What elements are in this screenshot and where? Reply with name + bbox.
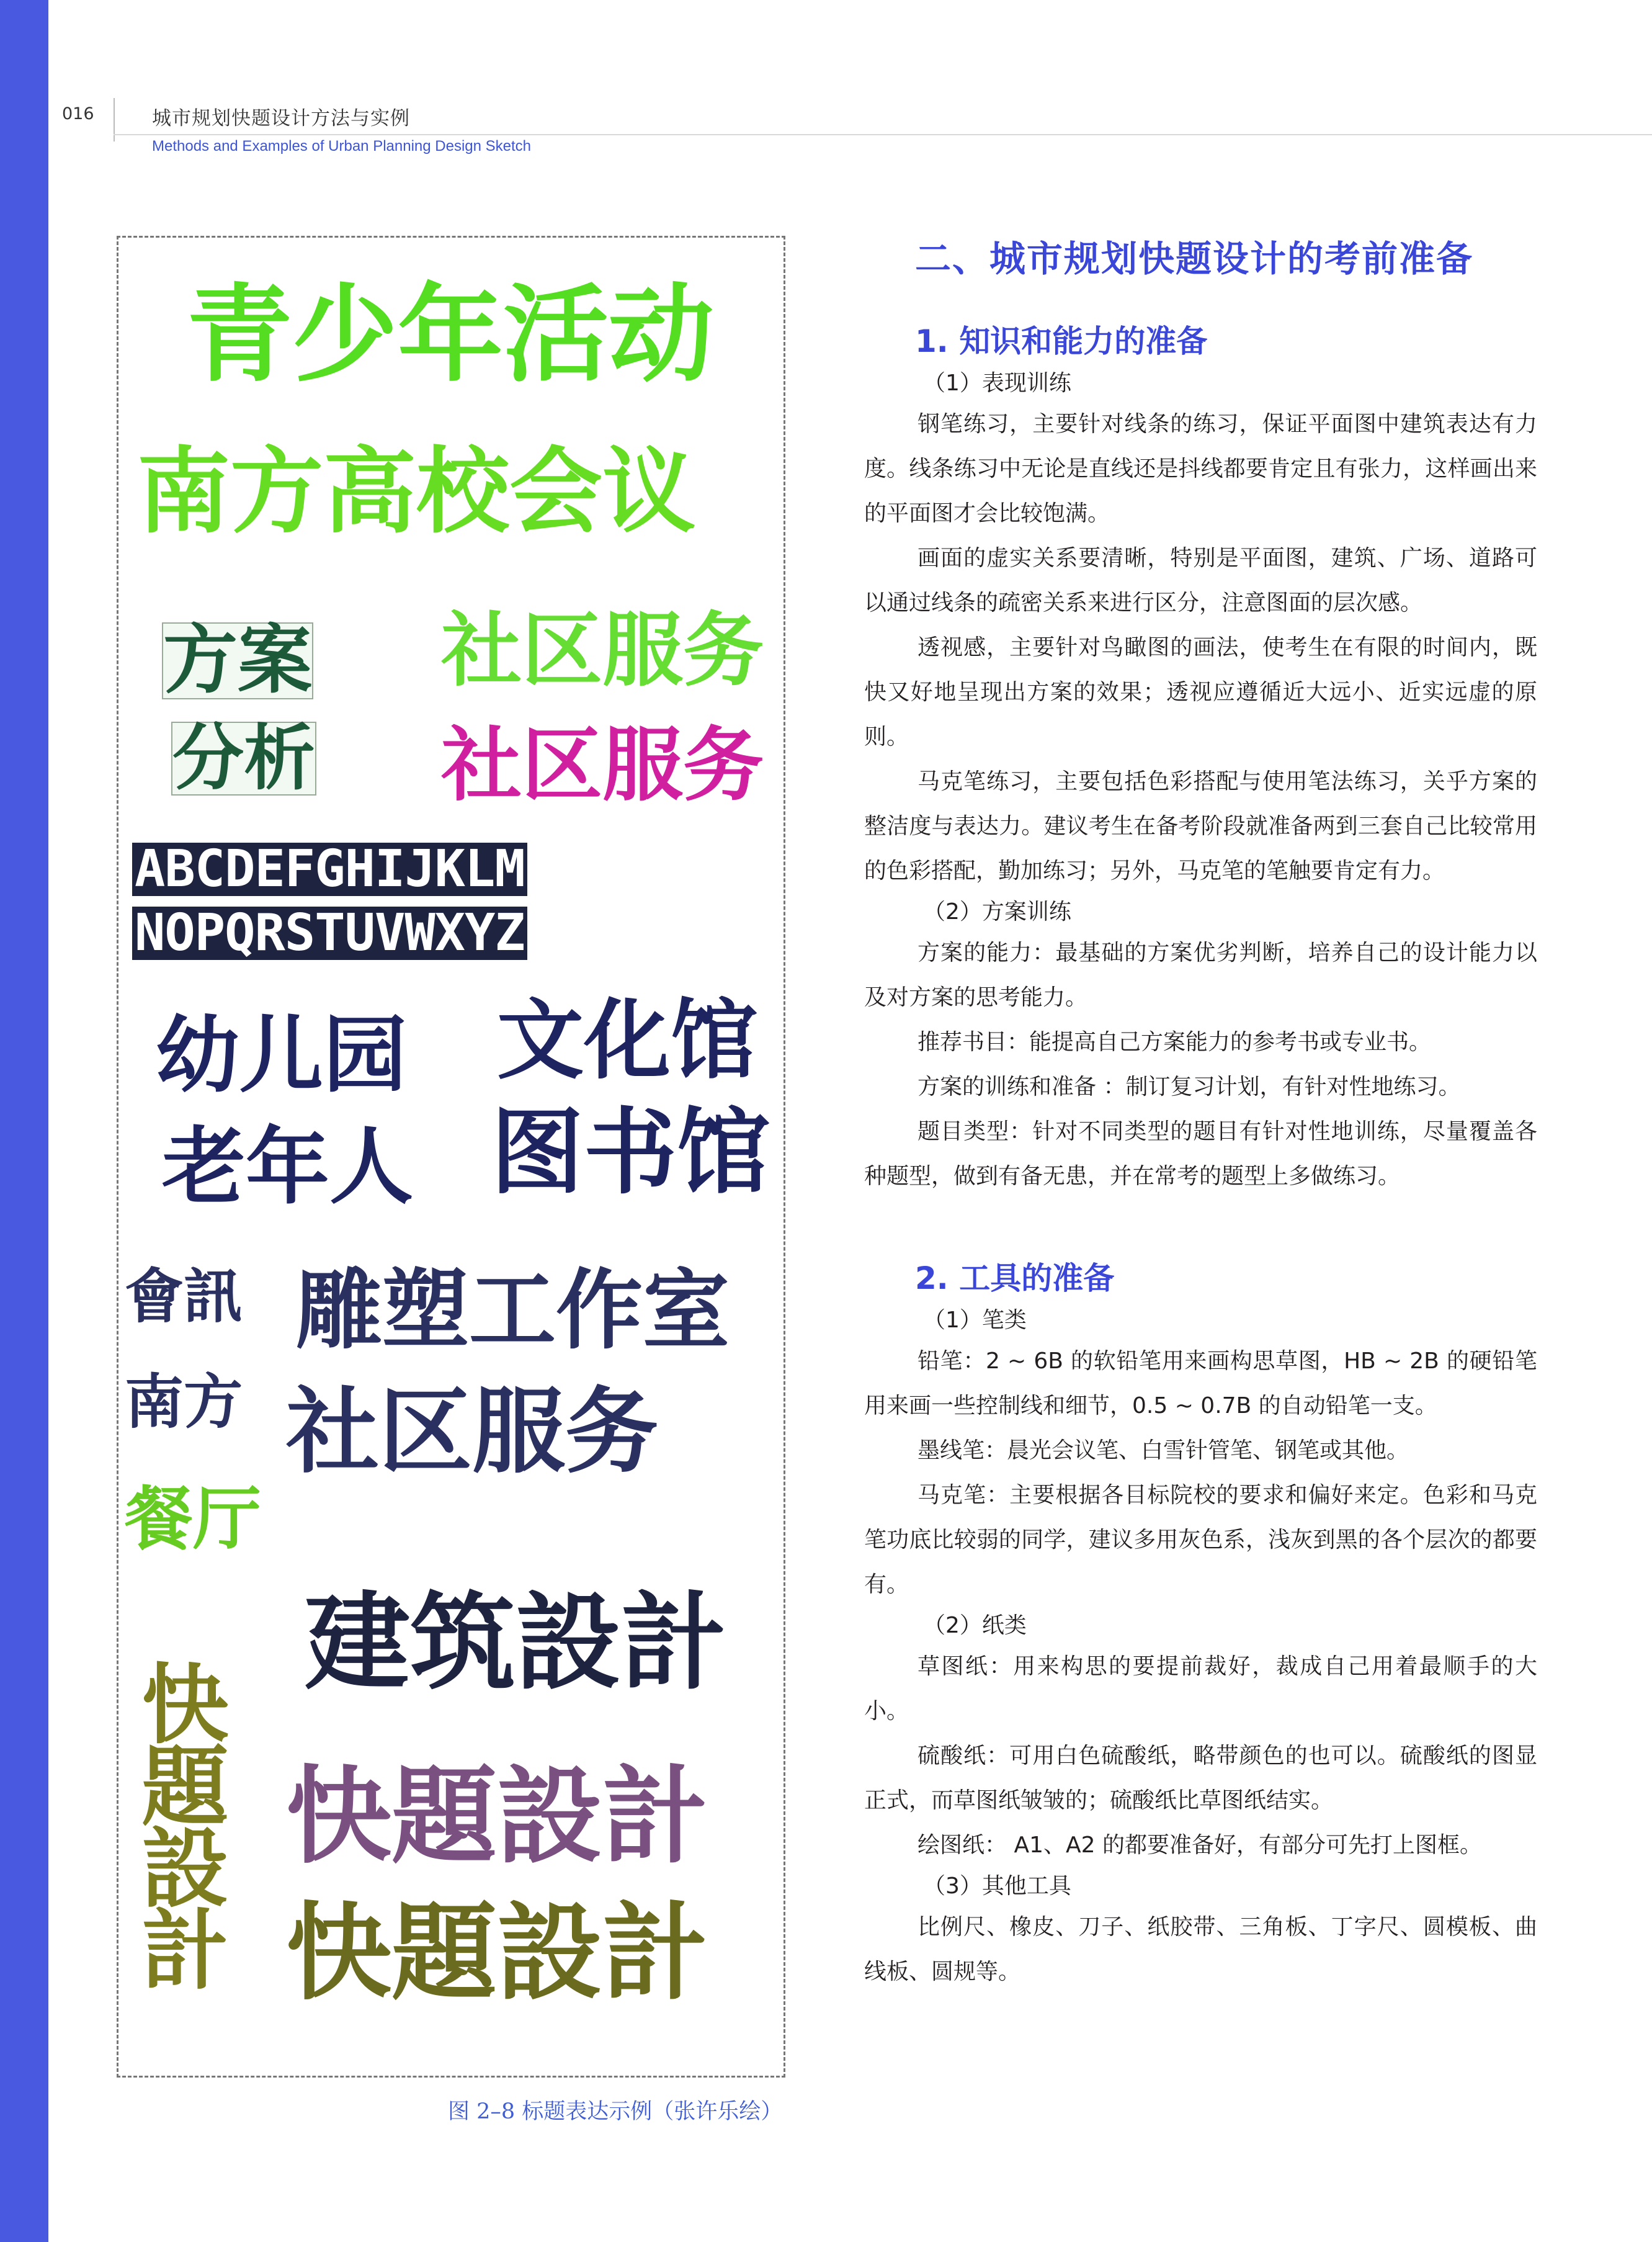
lettering-sample: 社区服务	[441, 603, 764, 697]
body-paragraph: 推荐书目：能提高自己方案能力的参考书或专业书。	[918, 1029, 1432, 1055]
lettering-sample: 方案	[163, 617, 312, 704]
figure-caption: 图 2–8 标题表达示例（张许乐绘）	[448, 2099, 783, 2124]
body-paragraph: 题目类型：针对不同类型的题目有针对性地训练，尽量覆盖各种题型，做到有备无患，并在常考的题型上多做练习。	[864, 1119, 1537, 1189]
lettering-sample: 雕塑工作室	[295, 1260, 730, 1361]
lettering-sample: 文化馆	[497, 990, 758, 1092]
lettering-sample: 青少年活动	[187, 274, 715, 397]
item-heading: （2）方案训练	[923, 899, 1071, 925]
lettering-sample: 南方	[125, 1368, 243, 1437]
body-paragraph: 钢笔练习，主要针对线条的练习，保证平面图中建筑表达有力度。线条练习中无论是直线还是抖线都要肯定且有张力，这样画出来的平面图才会比较饱满。	[864, 411, 1537, 526]
lettering-sample: 老年人	[162, 1118, 413, 1216]
page-number: 016	[62, 104, 94, 123]
body-paragraph: 绘图纸： A1、A2 的都要准备好，有部分可先打上图框。	[918, 1832, 1482, 1858]
alphabet-row: ABCDEFGHIJKLM	[132, 843, 527, 896]
section-title: 二、城市规划快题设计的考前准备	[915, 238, 1474, 280]
lettering-sample: 建筑設計	[305, 1582, 727, 1705]
body-paragraph: 透视感，主要针对鸟瞰图的画法，使考生在有限的时间内，既快又好地呈现出方案的效果；透视应遵循近大远小、近实远虚的原则。	[864, 635, 1537, 750]
header-rule	[114, 134, 1652, 135]
lettering-sample: 幼儿园	[156, 1007, 407, 1104]
subsection-title: 2. 工具的准备	[915, 1260, 1115, 1296]
item-heading: （1）表现训练	[923, 370, 1071, 396]
body-paragraph: 硫酸纸：可用白色硫酸纸，略带颜色的也可以。硫酸纸的图显正式，而草图纸皱皱的；硫酸纸比草图纸结实。	[864, 1743, 1537, 1813]
body-paragraph: 马克笔练习，主要包括色彩搭配与使用笔法练习，关乎方案的整洁度与表达力。建议考生在备考阶段就准备两到三套自己比较常用的色彩搭配，勤加练习；另外，马克笔的笔触要肯定有力。	[864, 769, 1537, 884]
running-head-cn: 城市规划快题设计方法与实例	[152, 107, 410, 130]
item-heading: （3）其他工具	[923, 1873, 1071, 1899]
alphabet-row: NOPQRSTUVWXYZ	[132, 907, 527, 960]
item-heading: （1）笔类	[923, 1307, 1027, 1333]
lettering-sample: 餐厅	[125, 1479, 261, 1559]
lettering-sample: 快題設計	[286, 1755, 708, 1878]
main-text-column	[864, 231, 1537, 1994]
subsection-title: 1. 知识和能力的准备	[915, 323, 1208, 359]
running-head-en: Methods and Examples of Urban Planning Design Sketch	[152, 138, 532, 155]
body-paragraph: 方案的训练和准备 ：制订复习计划，有针对性地练习。	[918, 1074, 1461, 1100]
body-paragraph: 墨线笔：晨光会议笔、白雪针管笔、钢笔或其他。	[918, 1438, 1409, 1463]
side-color-bar	[0, 0, 48, 2242]
body-paragraph: 方案的能力：最基础的方案优劣判断，培养自己的设计能力以及对方案的思考能力。	[864, 940, 1537, 1010]
lettering-sample: 分析	[172, 717, 316, 800]
body-paragraph: 铅笔：2 ~ 6B 的软铅笔用来画构思草图，HB ~ 2B 的硬铅笔用来画一些控制线和细节，0.5 ~ 0.7B 的自动铅笔一支。	[864, 1348, 1537, 1419]
body-paragraph: 画面的虚实关系要清晰，特别是平面图，建筑、广场、道路可以通过线条的疏密关系来进行区分，注意图面的层次感。	[864, 545, 1537, 616]
body-paragraph: 马克笔：主要根据各目标院校的要求和偏好来定。色彩和马克笔功底比较弱的同学，建议多用灰色系，浅灰到黑的各个层次的都要有。	[864, 1482, 1537, 1597]
lettering-sample: 社区服务	[441, 718, 764, 812]
body-paragraph: 草图纸：用来构思的要提前裁好，裁成自己用着最顺手的大小。	[864, 1654, 1537, 1724]
lettering-sample: 會訊	[125, 1263, 243, 1331]
lettering-sample: 快題設計	[286, 1892, 708, 2015]
item-heading: （2）纸类	[923, 1613, 1027, 1638]
lettering-sample: 南方高校会议	[137, 438, 696, 546]
body-paragraph: 比例尺、橡皮、刀子、纸胶带、三角板、丁字尺、圆模板、曲线板、圆规等。	[864, 1914, 1537, 1984]
lettering-figure	[117, 236, 785, 2078]
lettering-sample: 社区服务	[286, 1378, 659, 1486]
lettering-vertical: 快題設計	[127, 1659, 228, 1986]
lettering-sample: 图书馆	[491, 1099, 770, 1207]
